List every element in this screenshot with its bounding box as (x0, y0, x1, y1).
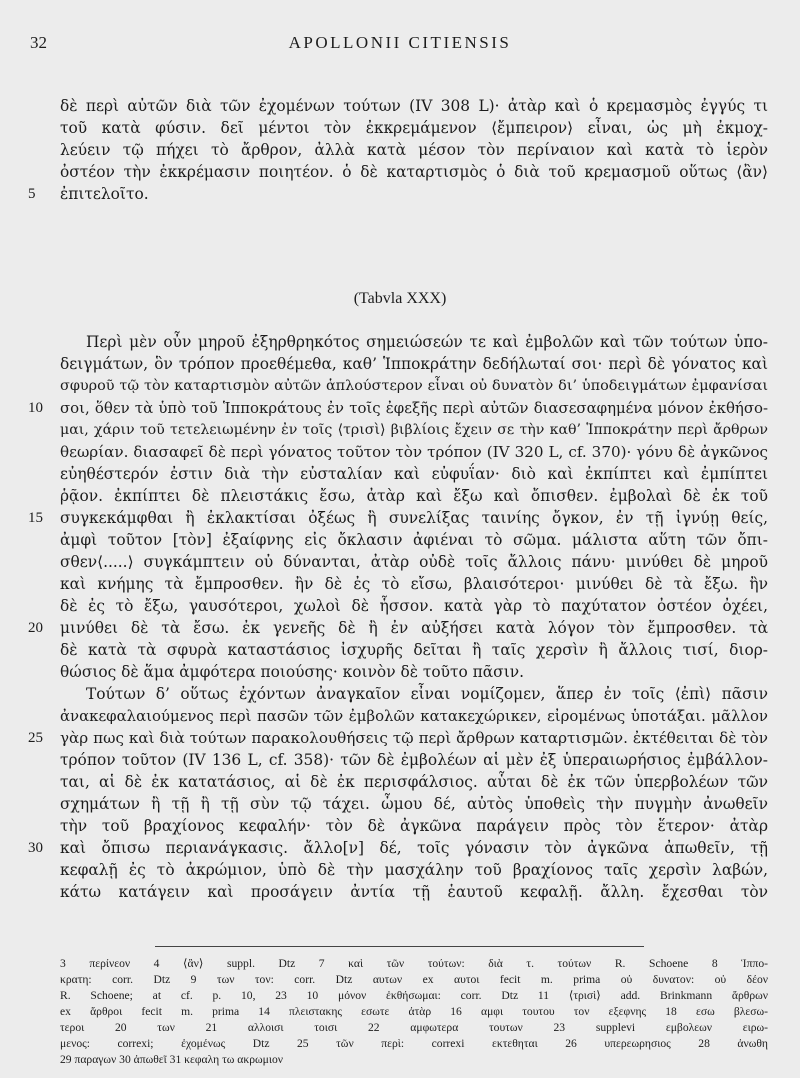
line-number: 25 (28, 730, 43, 746)
apparatus-line: μενος: correxi; ἐχομένως Dtz 25 τῶν περὶ: correxi εκτεθηται 26 υπερεωρησιος 28 ἀνωθη (60, 1037, 768, 1050)
text-line: ἀμφὶ τοῦτον [τὸν] ἐξαίφνης εἰς ὄκλασιν ἀφιέναι τὸ σῶμα. μάλιστα αὕτη τῶν ὄπι- (60, 531, 768, 549)
text-line: ῥᾷον. ἐκπίπτει δὲ πλειστάκις ἔσω, ἀτὰρ καὶ ἔξω καὶ ὄπισθεν. ἐμβολαὶ δὲ ἐκ τοῦ (60, 487, 768, 505)
line-number: 15 (28, 510, 43, 526)
line-number: 30 (28, 840, 43, 856)
text-line: κεφαλῇ ἐς τὸ ἀκρώμιον, ὑπὸ δὲ τὴν μασχάλην τοῦ βραχίονος ταῖς χερσὶν λαβών, (60, 861, 768, 879)
apparatus-line: 3 περίνεον 4 ⟨ἂν⟩ suppl. Dtz 7 καὶ τῶν τούτων: διὰ τ. τούτων R. Schoene 8 Ἱππο- (60, 957, 768, 970)
text-line: σθεν⟨.....⟩ συγκάμπτειν οὐ δύνανται, ἀτὰρ οὐδὲ τοῖς ἄλλοις πάνυ· μινύθει δὲ μηροῦ (60, 553, 768, 571)
text-line: δὲ ἐς τὸ ἔξω, γαυσότεροι, χωλοὶ δὲ ἧσσον. κατὰ γὰρ τὸ παχύτατον ὀστέον ὀχέει, (60, 597, 768, 615)
running-head: APOLLONII CITIENSIS (288, 33, 512, 52)
apparatus-divider (155, 946, 644, 947)
text-line: λεύειν τῷ πήχει τὸ ἄρθρον, ἀλλὰ κατὰ μέσον τὸν περίναιον καὶ κατὰ τὸ ἱερὸν (60, 141, 768, 159)
text-line: μαι, χάριν τοῦ τετελειωμένην ἐν τοῖς ⟨τρισὶ⟩ βιβλίοις ἔχειν σε τὴν καθ’ Ἱπποκράτην περὶ ἄρθρων (60, 422, 768, 438)
text-line: θώσιος δὲ ἅμα ἀμφότερα ποιούσης· κοινὸν δὲ τοῦτο πᾶσιν. (60, 663, 524, 681)
text-line: εὐηθέστερόν ἐστιν διὰ τὴν εὐσταλίαν καὶ εὐφυΐαν· διὸ καὶ ἐκπίπτει καὶ ἐμπίπτει (60, 465, 768, 483)
page-number: 32 (30, 33, 47, 52)
text-line: τὴν τοῦ βραχίονος κεφαλήν· τὸν δὲ ἀγκῶνα παράγειν πρὸς τὸν ἕτερον· ἀτὰρ (60, 817, 768, 835)
text-line: καὶ ὄπισω περιανάγκασις. ἄλλο[ν] δέ, τοῖς γόνασιν τὸν ἀγκῶνα ἀπωθεῖν, τῇ (60, 839, 768, 857)
text-line: σφυροῦ τῷ τὸν καταρτισμὸν αὐτῶν ἁπλούστερον εἶναι οὐ δυνατὸν δι’ ὑποδειγμάτων ἐμφανίσαι (60, 378, 768, 394)
text-line: σοι, ὅθεν τὰ ὑπὸ τοῦ Ἱπποκράτους ἐν τοῖς ἐφεξῆς περὶ αὐτῶν διασεσαφημένα μόνον ἐκθήσο- (60, 399, 768, 417)
apparatus-line: R. Schoene; at cf. p. 10, 23 10 μόνον ἐκθήσωμαι: corr. Dtz 11 ⟨τρισὶ⟩ add. Brinkmann ἄρθρων (60, 989, 768, 1002)
text-line: ἀνακεφαλαιούμενος περὶ πασῶν τῶν ἐμβολῶν κατακεχώρικεν, εἰρομένως ὑποτάξαι. μᾶλλον (60, 707, 768, 725)
text-line: συγκεκάμφθαι ἢ ἐκλακτίσαι ὀξέως ἢ συνελίξας ταινίης ὄγκον, ἐν τῇ ἰγνύῃ θείς, (60, 509, 768, 527)
apparatus-line: ex ἄρθροι fecit m. prima 14 πλειστακης εσωτε ἀτὰρ 16 αμφι τουτου τον εξεφνης 18 εσω βλεσω- (60, 1005, 768, 1018)
page-header (0, 33, 800, 57)
apparatus-line: 29 παραγων 30 ἀπωθεῖ 31 κεφαλη τω ακρωμιον (60, 1053, 284, 1066)
text-line: Περὶ μὲν οὖν μηροῦ ἐξηρθρηκότος σημειώσεών τε καὶ ἐμβολῶν καὶ τῶν τούτων ὑπο- (86, 333, 768, 351)
text-line: δειγμάτων, ὃν τρόπον προεθέμεθα, καθ’ Ἱπποκράτην δεδήλωταί σοι· περὶ δὲ γόνατος καὶ (60, 355, 768, 373)
text-line: καὶ κνήμης τὰ ἔμπροσθεν. ἢν δὲ ἐς τὸ εἴσω, βλαισότεροι· μινύθει δὲ τὰ ἔξω. ἢν (60, 575, 768, 593)
text-line: θεωρίαν. διασαφεῖ δὲ περὶ γόνατος τοῦτον τὸν τρόπον (IV 320 L, cf. 370)· γόνυ δὲ ἀγκῶνος (60, 443, 768, 461)
text-line: Τούτων δ’ οὕτως ἐχόντων ἀναγκαῖον εἶναι νομίζομεν, ἅπερ ἐν τοῖς ⟨ἐπὶ⟩ πᾶσιν (86, 685, 768, 703)
text-line: τρόπον τοῦτον (IV 136 L, cf. 358)· τῶν δὲ ἐμβολέων αἱ μὲν ἐξ ὑπεραιωρήσιος ἐμβάλλον- (60, 751, 768, 769)
text-line: ται, αἱ δὲ ἐκ κατατάσιος, αἱ δὲ ἐκ περισφάλσιος. αὗται δὲ ἐκ τῶν ὑπερβολέων τῶν (60, 773, 768, 791)
text-line: τοῦ κατὰ φύσιν. δεῖ μέντοι τὸν ἐκκρεμάμενον ⟨ἔμπειρον⟩ εἶναι, ὡς μὴ ἐκμοχ- (60, 119, 768, 137)
text-line: γὰρ πως καὶ διὰ τούτων παρακολουθήσεις τῷ περὶ ἄρθρων καταρτισμῶν. ἐκτέθειται δὲ τὸν (60, 729, 768, 747)
text-line: σχημάτων ἢ τῇ ἢ τῇ σὺν τῷ τάχει. ὦμου δέ, αὐτὸς ὑποθεὶς τὴν πυγμὴν ἀνωθεῖν (60, 795, 768, 813)
apparatus-line: τεροι 20 των 21 αλλοισι τοισι 22 αμφωτερα τουτων 23 supplevi εμβολεων ειρω- (60, 1021, 768, 1034)
apparatus-line: κρατη: corr. Dtz 9 των τον: corr. Dtz αυτων ex αυτοι fecit m. prima οὐ δυνατον: οὐ δέον (60, 973, 768, 986)
text-line: ὀστέον τὴν ἐκκρέμασιν ποιητέον. ὁ δὲ καταρτισμὸς ὁ διὰ τοῦ κρεμασμοῦ οὕτως ⟨ἂν⟩ (60, 163, 768, 181)
text-line: δὲ κατὰ τὰ σφυρὰ καταστάσιος ἰσχυρῆς δεῖται ἢ ταῖς χερσὶν ἢ ἄλλοις τισί, διορ- (60, 641, 768, 659)
line-number: 5 (28, 186, 36, 202)
text-line: ἐπιτελοῖτο. (60, 185, 149, 203)
text-line: μινύθει δὲ τὰ ἔσω. ἐκ γενεῆς δὲ ἢ ἐν αὐξήσει κατὰ λόγον τὸν ἔμπροσθεν. τὰ (60, 619, 768, 637)
tabula-heading: (Tabvla XXX) (353, 290, 447, 307)
text-line: κάτω κατάγειν καὶ προσάγειν ἀντία τῇ ἑαυτοῦ κεφαλῇ. ἄλλη. ἔχεσθαι τὸν (60, 883, 768, 901)
line-number: 10 (28, 400, 43, 416)
line-number: 20 (28, 620, 43, 636)
text-line: δὲ περὶ αὐτῶν διὰ τῶν ἐχομένων τούτων (IV 308 L)· ἀτὰρ καὶ ὁ κρεμασμὸς ἐγγύς τι (60, 97, 768, 115)
